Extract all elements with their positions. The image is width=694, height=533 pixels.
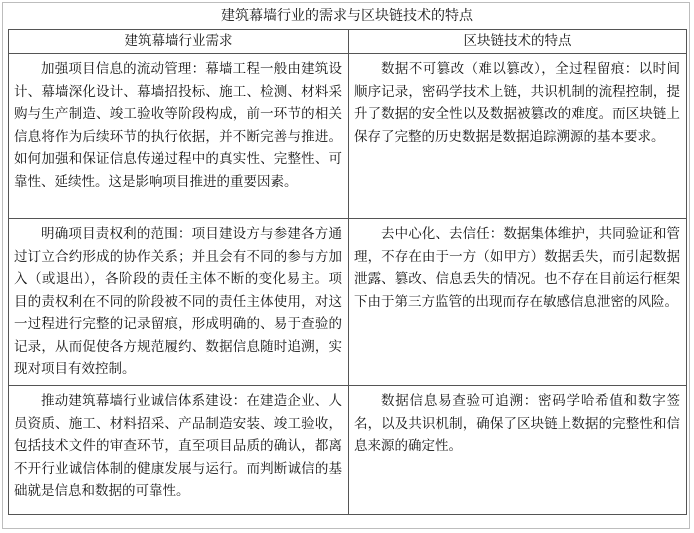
table-header-row — [9, 30, 687, 54]
blockchain-feature-cell: 数据信息易查验可追溯：密码学哈希值和数字签名，以及共识机制，确保了区块链上数据的完整性和信息来源的确定性。 — [349, 386, 687, 515]
table-row — [9, 386, 687, 515]
table-row — [9, 219, 687, 386]
column-header-blockchain-features: 区块链技术的特点 — [349, 30, 687, 54]
blockchain-feature-cell: 去中心化、去信任：数据集体维护，共同验证和管理，不存在由于一方（如甲方）数据丢失，而引起数据泄露、篡改、信息丢失的情况。也不存在目前运行框架下由于第三方监管的出现而存在敏感信息泄密的风险。 — [349, 219, 687, 386]
column-header-industry-needs: 建筑幕墙行业需求 — [9, 30, 349, 54]
industry-need-cell: 明确项目责权利的范围：项目建设方与参建各方通过订立合约形成的协作关系；并且会有不同的参与方加入（或退出），各阶段的责任主体不断的变化易主。项目的责权利在不同的阶段被不同的责任主体使用，对这一过程进行完整的记录留痕，形成明确的、易于查验的记录，从而促使各方规范履约、数据信息随时追溯，实现对项目有效控制。 — [9, 219, 349, 386]
industry-need-cell: 加强项目信息的流动管理：幕墙工程一般由建筑设计、幕墙深化设计、幕墙招投标、施工、检测、材料采购与生产制造、竣工验收等阶段构成，前一环节的相关信息将作为后续环节的执行依据，并不断完善与推进。如何加强和保证信息传递过程中的真实性、完整性、可靠性、延续性。这是影响项目推进的重要因素。 — [9, 54, 349, 219]
blockchain-feature-cell: 数据不可篡改（难以篡改），全过程留痕：以时间顺序记录，密码学技术上链，共识机制的流程控制，提升了数据的安全性以及数据被篡改的难度。而区块链上保存了完整的历史数据是数据追踪溯源的基本要求。 — [349, 54, 687, 219]
industry-need-cell: 推动建筑幕墙行业诚信体系建设：在建造企业、人员资质、施工、材料招采、产品制造安装、竣工验收，包括技术文件的审查环节，直至项目品质的确认，都离不开行业诚信体制的健康发展与运行。而判断诚信的基础就是信息和数据的可靠性。 — [9, 386, 349, 515]
page-title: 建筑幕墙行业的需求与区块链技术的特点 — [221, 8, 473, 24]
table-row — [9, 54, 687, 219]
comparison-table — [8, 29, 687, 515]
